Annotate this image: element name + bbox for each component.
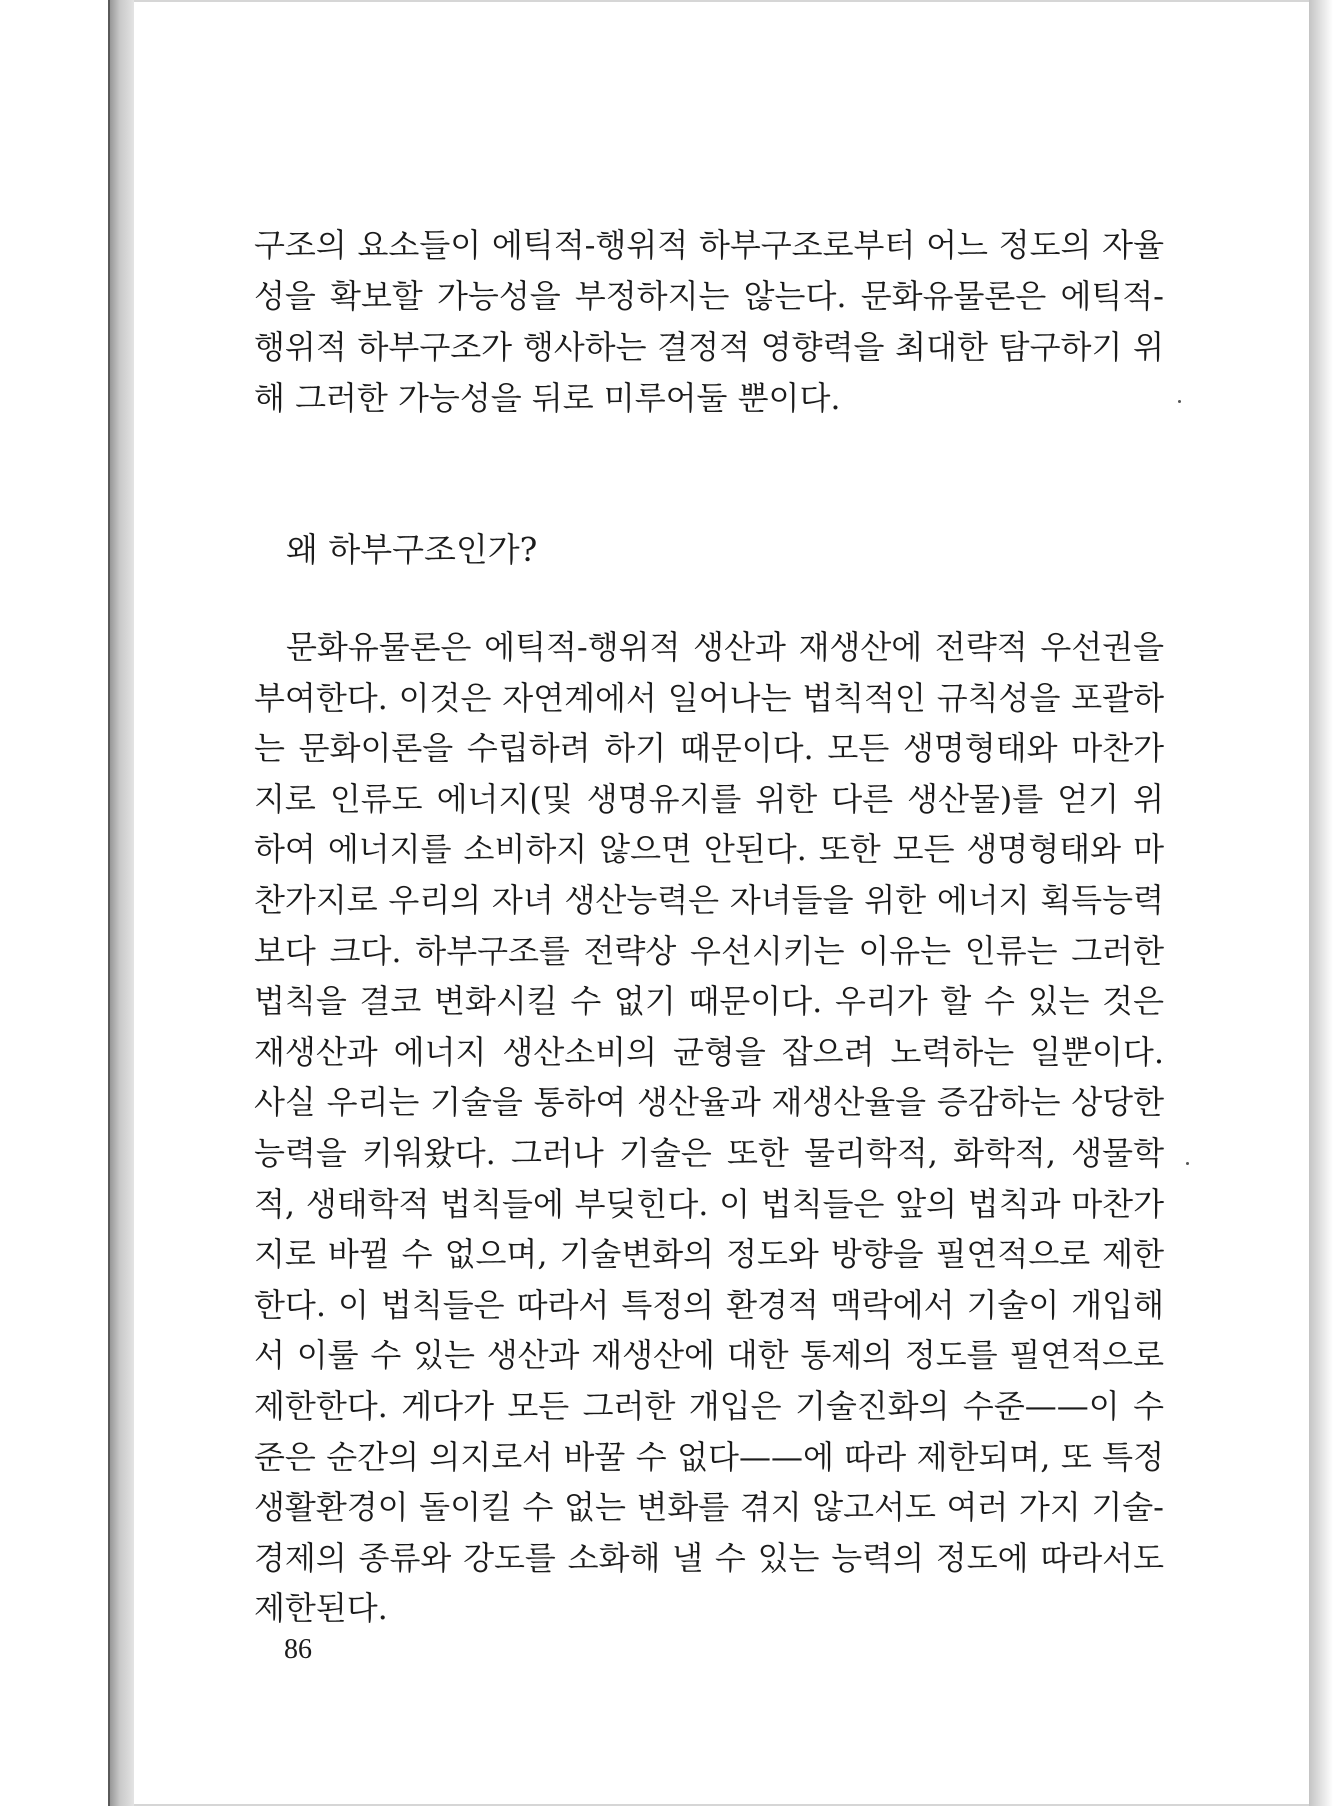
page-number: 86 (284, 1634, 312, 1665)
book-spine (108, 0, 134, 1806)
book-page (134, 0, 1309, 1806)
print-speck (1178, 400, 1181, 403)
page-edge-shadow (1309, 0, 1333, 1806)
print-speck (1186, 1162, 1189, 1165)
spine-edge (108, 0, 110, 1806)
section-heading: 왜 하부구조인가? (286, 530, 538, 569)
book (108, 0, 1333, 1806)
paragraph-main: 문화유물론은 에틱적-행위적 생산과 재생산에 전략적 우선권을 부여한다. 이것은 자연계에서 일어나는 법칙적인 규칙성을 포괄하는 문화이론을 수립하려 하기 때문이다. 모든 생명형태와 마찬가지로 인류도 에너지(및 생명유지를 위한 다른 생산물)를 얻기 위하여 에너지를 소비하지 않으면 안된다. 또한 모든 생명형태와 마찬가지로 우리의 자녀 생산능력은 자녀들을 위한 에너지 획득능력보다 크다. 하부구조를 전략상 우선시키는 이유는 인류는 그러한 법칙을 결코 변화시킬 수 없기 때문이다. 우리가 할 수 있는 것은 재생산과 에너지 생산소비의 균형을 잡으려 노력하는 일뿐이다. 사실 우리는 기술을 통하여 생산율과 재생산율을 증감하는 상당한 능력을 키워왔다. 그러나 기술은 또한 물리학적, 화학적, 생물학적, 생태학적 법칙들에 부딪힌다. 이 법칙들은 앞의 법칙과 마찬가지로 바뀔 수 없으며, 기술변화의 정도와 방향을 필연적으로 제한한다. 이 법칙들은 따라서 특정의 환경적 맥락에서 기술이 개입해서 이룰 수 있는 생산과 재생산에 대한 통제의 정도를 필연적으로 제한한다. 게다가 모든 그러한 개입은 기술진화의 수준——이 수준은 순간의 의지로서 바꿀 수 없다——에 따라 제한되며, 또 특정 생활환경이 돌이킬 수 없는 변화를 겪지 않고서도 여러 가지 기술-경제의 종류와 강도를 소화해 낼 수 있는 능력의 정도에 따라서도 제한된다. (254, 628, 1164, 1628)
paragraph-continued: 구조의 요소들이 에틱적-행위적 하부구조로부터 어느 정도의 자율성을 확보할 가능성을 부정하지는 않는다. 문화유물론은 에틱적-행위적 하부구조가 행사하는 결정적 영향력을 최대한 탐구하기 위해 그러한 가능성을 뒤로 미루어둘 뿐이다. (254, 226, 1164, 417)
